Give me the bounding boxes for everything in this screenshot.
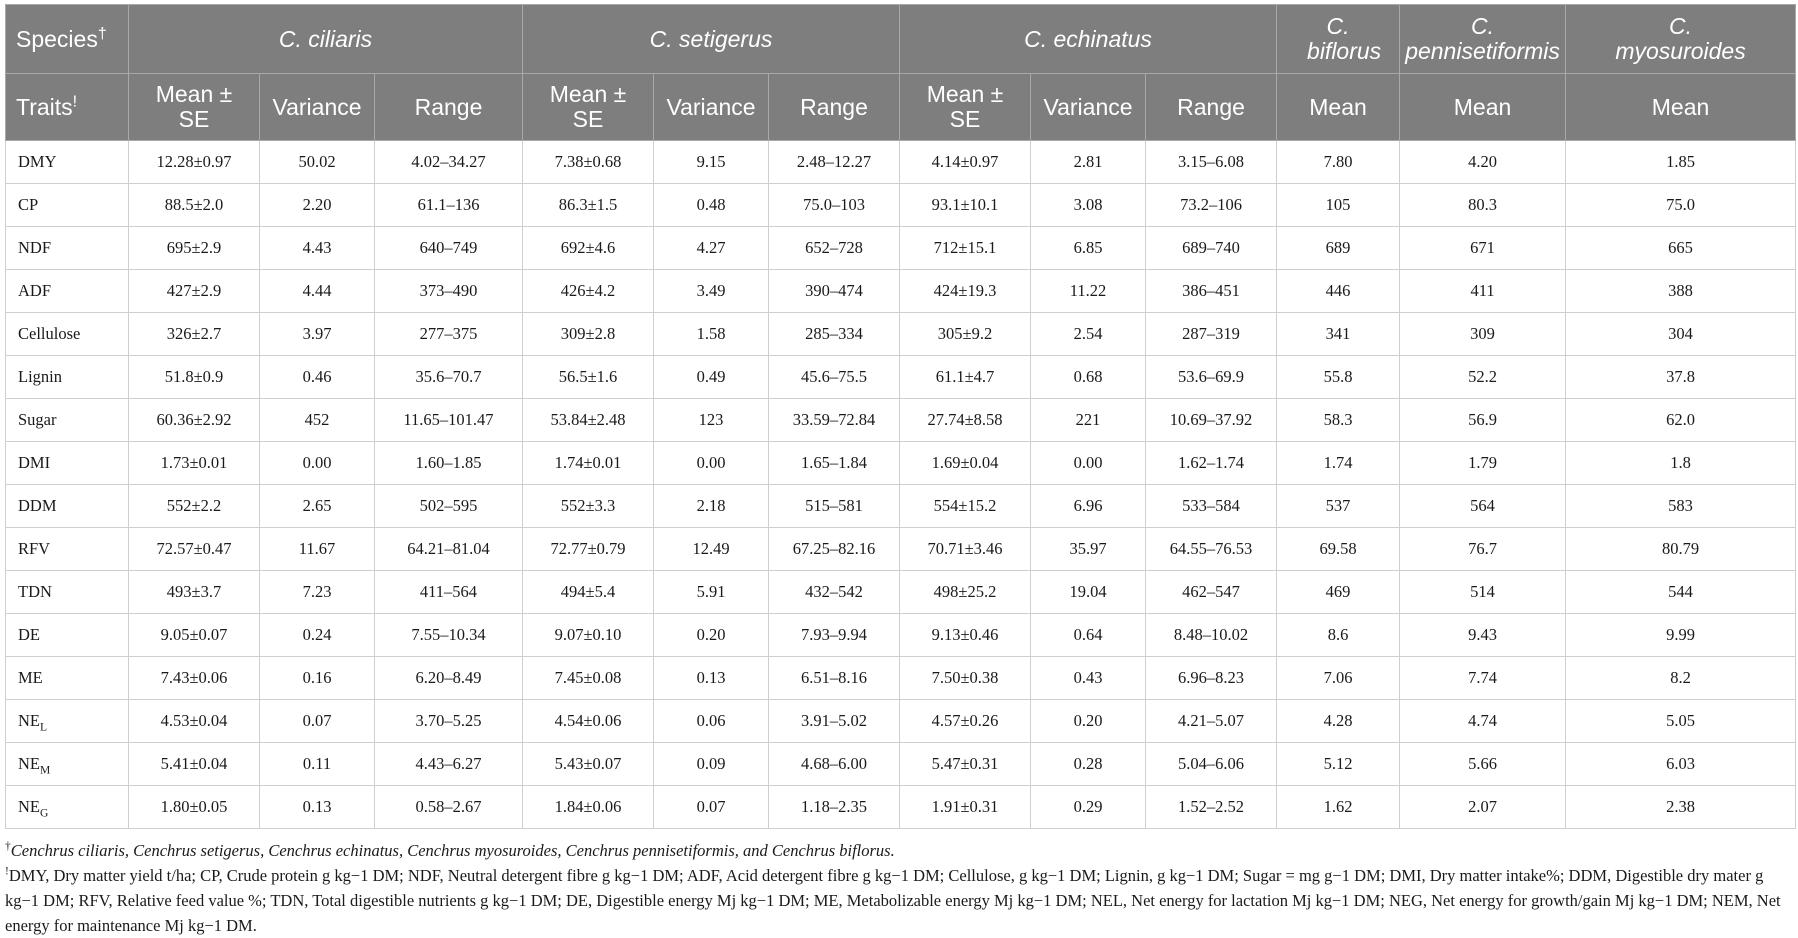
value-cell: 0.13 [654, 657, 769, 700]
value-cell: 689 [1277, 227, 1400, 270]
value-cell: 2.81 [1031, 141, 1146, 184]
value-cell: 64.21–81.04 [375, 528, 523, 571]
value-cell: 4.54±0.06 [523, 700, 654, 743]
col-range: Range [1146, 74, 1277, 141]
value-cell: 0.68 [1031, 356, 1146, 399]
trait-cell: TDN [6, 571, 129, 614]
value-cell: 4.44 [260, 270, 375, 313]
value-cell: 514 [1400, 571, 1566, 614]
table-row [6, 313, 1796, 356]
value-cell: 62.0 [1566, 399, 1796, 442]
trait-cell: Lignin [6, 356, 129, 399]
value-cell: 4.21–5.07 [1146, 700, 1277, 743]
value-cell: 61.1–136 [375, 184, 523, 227]
value-cell: 6.96 [1031, 485, 1146, 528]
value-cell: 76.7 [1400, 528, 1566, 571]
col-range: Range [375, 74, 523, 141]
value-cell: 11.67 [260, 528, 375, 571]
value-cell: 695±2.9 [129, 227, 260, 270]
trait-cell: NDF [6, 227, 129, 270]
value-cell: 554±15.2 [900, 485, 1031, 528]
value-cell: 88.5±2.0 [129, 184, 260, 227]
value-cell: 4.27 [654, 227, 769, 270]
value-cell: 19.04 [1031, 571, 1146, 614]
value-cell: 309±2.8 [523, 313, 654, 356]
value-cell: 4.28 [1277, 700, 1400, 743]
value-cell: 3.08 [1031, 184, 1146, 227]
value-cell: 2.48–12.27 [769, 141, 900, 184]
value-cell: 0.24 [260, 614, 375, 657]
value-cell: 1.74±0.01 [523, 442, 654, 485]
value-cell: 692±4.6 [523, 227, 654, 270]
value-cell: 446 [1277, 270, 1400, 313]
value-cell: 0.29 [1031, 786, 1146, 829]
value-cell: 64.55–76.53 [1146, 528, 1277, 571]
footnote-species: †Cenchrus ciliaris, Cenchrus setigerus, Cenchrus echinatus, Cenchrus myosuroides, Cenchrus pennisetiformis, and Cenchrus biflorus. [5, 840, 895, 860]
value-cell: 386–451 [1146, 270, 1277, 313]
value-cell: 424±19.3 [900, 270, 1031, 313]
trait-cell: ADF [6, 270, 129, 313]
value-cell: 1.62–1.74 [1146, 442, 1277, 485]
table-row [6, 786, 1796, 829]
value-cell: 58.3 [1277, 399, 1400, 442]
value-cell: 9.43 [1400, 614, 1566, 657]
species-header: Species† [6, 5, 129, 74]
value-cell: 0.49 [654, 356, 769, 399]
value-cell: 388 [1566, 270, 1796, 313]
group-header-biflorus: C. biflorus [1277, 5, 1400, 74]
value-cell: 552±2.2 [129, 485, 260, 528]
value-cell: 9.99 [1566, 614, 1796, 657]
value-cell: 50.02 [260, 141, 375, 184]
value-cell: 0.64 [1031, 614, 1146, 657]
value-cell: 427±2.9 [129, 270, 260, 313]
footnotes [5, 838, 1795, 938]
value-cell: 0.28 [1031, 743, 1146, 786]
col-mean-se: Mean ± SE [129, 74, 260, 141]
table-row [6, 571, 1796, 614]
value-cell: 7.43±0.06 [129, 657, 260, 700]
group-header-setigerus: C. setigerus [523, 5, 900, 74]
value-cell: 0.11 [260, 743, 375, 786]
value-cell: 7.06 [1277, 657, 1400, 700]
value-cell: 326±2.7 [129, 313, 260, 356]
value-cell: 6.20–8.49 [375, 657, 523, 700]
value-cell: 305±9.2 [900, 313, 1031, 356]
footnote-traits: !DMY, Dry matter yield t/ha; CP, Crude protein g kg−1 DM; NDF, Neutral detergent fibre g kg−1 DM; ADF, Acid detergent fibre g kg−1 DM; Cellulose, g kg−1 DM; Lignin, g kg−1 DM; Sugar = mg g−1 DM; DMI, Dry matter intake%; DDM, Digestible dry mater g kg−1 DM; RFV, Relative feed value %; TDN, Total digestible nutrients g kg−1 DM; DE, Digestible energy Mj kg−1 DM; ME, Metabolizable energy Mj kg−1 DM; NEL, Net energy for lactation Mj kg−1 DM; NEG, Net energy for growth/gain Mj kg−1 DM; NEM, Net energy for maintenance Mj kg−1 DM. [5, 865, 1781, 935]
value-cell: 1.69±0.04 [900, 442, 1031, 485]
value-cell: 564 [1400, 485, 1566, 528]
col-mean: Mean [1277, 74, 1400, 141]
value-cell: 80.3 [1400, 184, 1566, 227]
value-cell: 277–375 [375, 313, 523, 356]
trait-cell: Cellulose [6, 313, 129, 356]
table-row [6, 528, 1796, 571]
value-cell: 533–584 [1146, 485, 1277, 528]
value-cell: 1.73±0.01 [129, 442, 260, 485]
value-cell: 52.2 [1400, 356, 1566, 399]
value-cell: 5.04–6.06 [1146, 743, 1277, 786]
value-cell: 341 [1277, 313, 1400, 356]
value-cell: 1.74 [1277, 442, 1400, 485]
trait-cell: RFV [6, 528, 129, 571]
col-variance: Variance [260, 74, 375, 141]
value-cell: 6.85 [1031, 227, 1146, 270]
value-cell: 4.74 [1400, 700, 1566, 743]
value-cell: 73.2–106 [1146, 184, 1277, 227]
value-cell: 689–740 [1146, 227, 1277, 270]
table-row [6, 356, 1796, 399]
trait-cell: DE [6, 614, 129, 657]
value-cell: 61.1±4.7 [900, 356, 1031, 399]
col-mean-se: Mean ± SE [523, 74, 654, 141]
value-cell: 0.00 [654, 442, 769, 485]
value-cell: 8.48–10.02 [1146, 614, 1277, 657]
value-cell: 27.74±8.58 [900, 399, 1031, 442]
value-cell: 12.28±0.97 [129, 141, 260, 184]
value-cell: 69.58 [1277, 528, 1400, 571]
traits-header: Traits! [6, 74, 129, 141]
col-variance: Variance [1031, 74, 1146, 141]
value-cell: 3.70–5.25 [375, 700, 523, 743]
value-cell: 390–474 [769, 270, 900, 313]
trait-cell: $NE_L$ [6, 700, 129, 743]
value-cell: 0.00 [1031, 442, 1146, 485]
table-row [6, 270, 1796, 313]
value-cell: 221 [1031, 399, 1146, 442]
value-cell: 652–728 [769, 227, 900, 270]
value-cell: 4.43–6.27 [375, 743, 523, 786]
col-variance: Variance [654, 74, 769, 141]
value-cell: 67.25–82.16 [769, 528, 900, 571]
value-cell: 469 [1277, 571, 1400, 614]
value-cell: 8.6 [1277, 614, 1400, 657]
value-cell: 1.79 [1400, 442, 1566, 485]
value-cell: 5.47±0.31 [900, 743, 1031, 786]
value-cell: 2.07 [1400, 786, 1566, 829]
table-row [6, 485, 1796, 528]
value-cell: 4.14±0.97 [900, 141, 1031, 184]
value-cell: 37.8 [1566, 356, 1796, 399]
value-cell: 1.8 [1566, 442, 1796, 485]
value-cell: 552±3.3 [523, 485, 654, 528]
trait-cell: $NE_G$ [6, 786, 129, 829]
value-cell: 537 [1277, 485, 1400, 528]
value-cell: 9.05±0.07 [129, 614, 260, 657]
value-cell: 0.09 [654, 743, 769, 786]
value-cell: 3.15–6.08 [1146, 141, 1277, 184]
value-cell: 51.8±0.9 [129, 356, 260, 399]
table-row [6, 442, 1796, 485]
value-cell: 7.55–10.34 [375, 614, 523, 657]
value-cell: 6.51–8.16 [769, 657, 900, 700]
value-cell: 494±5.4 [523, 571, 654, 614]
value-cell: 1.91±0.31 [900, 786, 1031, 829]
value-cell: 0.07 [654, 786, 769, 829]
value-cell: 6.96–8.23 [1146, 657, 1277, 700]
value-cell: 1.65–1.84 [769, 442, 900, 485]
value-cell: 4.43 [260, 227, 375, 270]
value-cell: 426±4.2 [523, 270, 654, 313]
col-range: Range [769, 74, 900, 141]
value-cell: 12.49 [654, 528, 769, 571]
table-row [6, 399, 1796, 442]
value-cell: 452 [260, 399, 375, 442]
table-row [6, 657, 1796, 700]
value-cell: 2.20 [260, 184, 375, 227]
value-cell: 5.91 [654, 571, 769, 614]
value-cell: 0.58–2.67 [375, 786, 523, 829]
value-cell: 123 [654, 399, 769, 442]
value-cell: 75.0–103 [769, 184, 900, 227]
value-cell: 544 [1566, 571, 1796, 614]
value-cell: 2.18 [654, 485, 769, 528]
value-cell: 6.03 [1566, 743, 1796, 786]
nutrition-table [5, 4, 1796, 829]
table-row [6, 700, 1796, 743]
value-cell: 432–542 [769, 571, 900, 614]
value-cell: 7.80 [1277, 141, 1400, 184]
value-cell: 7.93–9.94 [769, 614, 900, 657]
value-cell: 5.41±0.04 [129, 743, 260, 786]
value-cell: 55.8 [1277, 356, 1400, 399]
value-cell: 1.60–1.85 [375, 442, 523, 485]
trait-cell: ME [6, 657, 129, 700]
value-cell: 411 [1400, 270, 1566, 313]
value-cell: 72.57±0.47 [129, 528, 260, 571]
trait-cell: DDM [6, 485, 129, 528]
value-cell: 9.13±0.46 [900, 614, 1031, 657]
value-cell: 4.02–34.27 [375, 141, 523, 184]
value-cell: 53.6–69.9 [1146, 356, 1277, 399]
value-cell: 304 [1566, 313, 1796, 356]
value-cell: 4.57±0.26 [900, 700, 1031, 743]
group-header-pennisetiformis: C. pennisetiformis [1400, 5, 1566, 74]
group-header-myosuroides: C. myosuroides [1566, 5, 1796, 74]
value-cell: 60.36±2.92 [129, 399, 260, 442]
value-cell: 287–319 [1146, 313, 1277, 356]
value-cell: 56.9 [1400, 399, 1566, 442]
value-cell: 498±25.2 [900, 571, 1031, 614]
value-cell: 5.05 [1566, 700, 1796, 743]
value-cell: 11.65–101.47 [375, 399, 523, 442]
trait-cell: CP [6, 184, 129, 227]
value-cell: 105 [1277, 184, 1400, 227]
value-cell: 0.00 [260, 442, 375, 485]
value-cell: 1.62 [1277, 786, 1400, 829]
value-cell: 665 [1566, 227, 1796, 270]
value-cell: 462–547 [1146, 571, 1277, 614]
trait-cell: $NE_M$ [6, 743, 129, 786]
value-cell: 0.20 [1031, 700, 1146, 743]
value-cell: 3.97 [260, 313, 375, 356]
value-cell: 7.23 [260, 571, 375, 614]
value-cell: 373–490 [375, 270, 523, 313]
value-cell: 33.59–72.84 [769, 399, 900, 442]
value-cell: 3.91–5.02 [769, 700, 900, 743]
value-cell: 0.07 [260, 700, 375, 743]
value-cell: 583 [1566, 485, 1796, 528]
value-cell: 80.79 [1566, 528, 1796, 571]
value-cell: 285–334 [769, 313, 900, 356]
col-mean: Mean [1566, 74, 1796, 141]
value-cell: 86.3±1.5 [523, 184, 654, 227]
value-cell: 0.43 [1031, 657, 1146, 700]
value-cell: 4.53±0.04 [129, 700, 260, 743]
value-cell: 2.38 [1566, 786, 1796, 829]
value-cell: 1.84±0.06 [523, 786, 654, 829]
value-cell: 0.13 [260, 786, 375, 829]
value-cell: 671 [1400, 227, 1566, 270]
value-cell: 1.58 [654, 313, 769, 356]
table-body [6, 141, 1796, 829]
value-cell: 0.46 [260, 356, 375, 399]
value-cell: 515–581 [769, 485, 900, 528]
value-cell: 72.77±0.79 [523, 528, 654, 571]
value-cell: 70.71±3.46 [900, 528, 1031, 571]
value-cell: 45.6–75.5 [769, 356, 900, 399]
value-cell: 309 [1400, 313, 1566, 356]
table-container [5, 4, 1795, 829]
value-cell: 0.48 [654, 184, 769, 227]
col-mean: Mean [1400, 74, 1566, 141]
value-cell: 9.07±0.10 [523, 614, 654, 657]
value-cell: 7.38±0.68 [523, 141, 654, 184]
value-cell: 8.2 [1566, 657, 1796, 700]
value-cell: 35.6–70.7 [375, 356, 523, 399]
value-cell: 640–749 [375, 227, 523, 270]
value-cell: 10.69–37.92 [1146, 399, 1277, 442]
value-cell: 4.68–6.00 [769, 743, 900, 786]
value-cell: 11.22 [1031, 270, 1146, 313]
value-cell: 0.06 [654, 700, 769, 743]
value-cell: 56.5±1.6 [523, 356, 654, 399]
table-row [6, 743, 1796, 786]
table-row [6, 614, 1796, 657]
value-cell: 5.12 [1277, 743, 1400, 786]
value-cell: 1.18–2.35 [769, 786, 900, 829]
value-cell: 3.49 [654, 270, 769, 313]
trait-cell: DMY [6, 141, 129, 184]
trait-cell: Sugar [6, 399, 129, 442]
col-mean-se: Mean ± SE [900, 74, 1031, 141]
value-cell: 7.50±0.38 [900, 657, 1031, 700]
value-cell: 2.54 [1031, 313, 1146, 356]
value-cell: 75.0 [1566, 184, 1796, 227]
value-cell: 411–564 [375, 571, 523, 614]
value-cell: 0.16 [260, 657, 375, 700]
value-cell: 1.52–2.52 [1146, 786, 1277, 829]
value-cell: 93.1±10.1 [900, 184, 1031, 227]
table-row [6, 141, 1796, 184]
value-cell: 35.97 [1031, 528, 1146, 571]
value-cell: 712±15.1 [900, 227, 1031, 270]
value-cell: 1.85 [1566, 141, 1796, 184]
value-cell: 493±3.7 [129, 571, 260, 614]
value-cell: 5.66 [1400, 743, 1566, 786]
group-header-echinatus: C. echinatus [900, 5, 1277, 74]
value-cell: 53.84±2.48 [523, 399, 654, 442]
table-row [6, 227, 1796, 270]
value-cell: 1.80±0.05 [129, 786, 260, 829]
value-cell: 5.43±0.07 [523, 743, 654, 786]
trait-cell: DMI [6, 442, 129, 485]
value-cell: 4.20 [1400, 141, 1566, 184]
table-row [6, 184, 1796, 227]
value-cell: 0.20 [654, 614, 769, 657]
value-cell: 7.45±0.08 [523, 657, 654, 700]
group-header-ciliaris: C. ciliaris [129, 5, 523, 74]
value-cell: 2.65 [260, 485, 375, 528]
value-cell: 502–595 [375, 485, 523, 528]
value-cell: 9.15 [654, 141, 769, 184]
value-cell: 7.74 [1400, 657, 1566, 700]
